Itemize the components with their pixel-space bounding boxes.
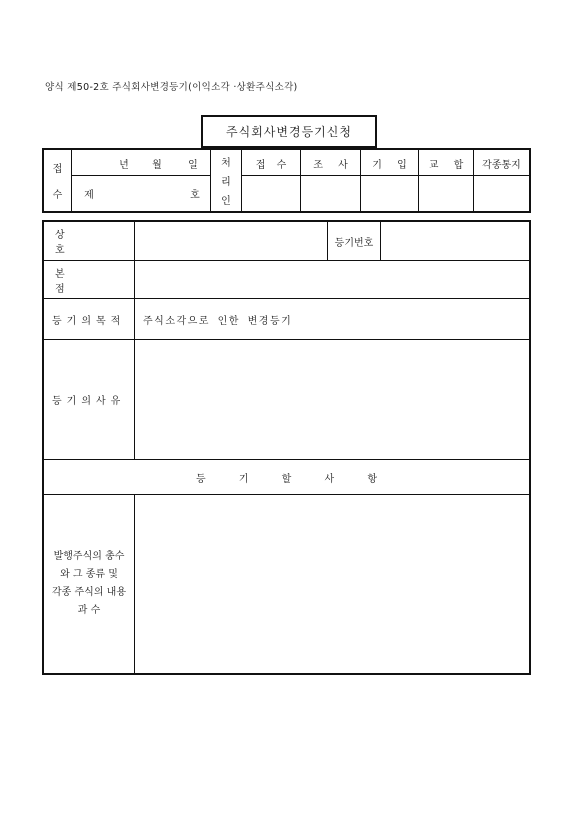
number-prefix-label: 제 [84,190,94,201]
col-review: 조 사 [313,159,348,171]
purpose-label: 등기의목적 [52,315,126,327]
head-office-label: 본 점 [55,268,65,295]
company-name-label: 상 호 [55,230,65,256]
col-entry: 기 입 [372,159,407,171]
col-receipt: 접 수 [255,159,287,171]
day-label: 일 [188,159,198,171]
col-verification: 교 합 [428,159,464,171]
receipt-label: 접 수 [52,164,63,201]
month-label: 월 [152,159,162,171]
form-title: 주식회사변경등기신청 [201,115,377,148]
shares-label: 발행주식의 총수 와 그 종류 및 각종 주식의 내용 과 수 [52,551,126,616]
cause-label: 등기의사유 [52,396,126,407]
year-label: 년 [119,159,129,171]
form-number-label: 양식 제50-2호 주식회사변경등기(이익소각 ·상환주식소각) [45,82,298,93]
col-notifications: 각종통지 [482,159,521,171]
registration-number-label: 등기번호 [334,237,374,249]
matters-header: 등 기 할 사 항 [195,473,377,485]
purpose-value: 주식소각으로 인한 변경등기 [143,315,293,327]
number-suffix-label: 호 [190,190,200,201]
processing-seal-label: 처 리 인 [221,158,231,207]
